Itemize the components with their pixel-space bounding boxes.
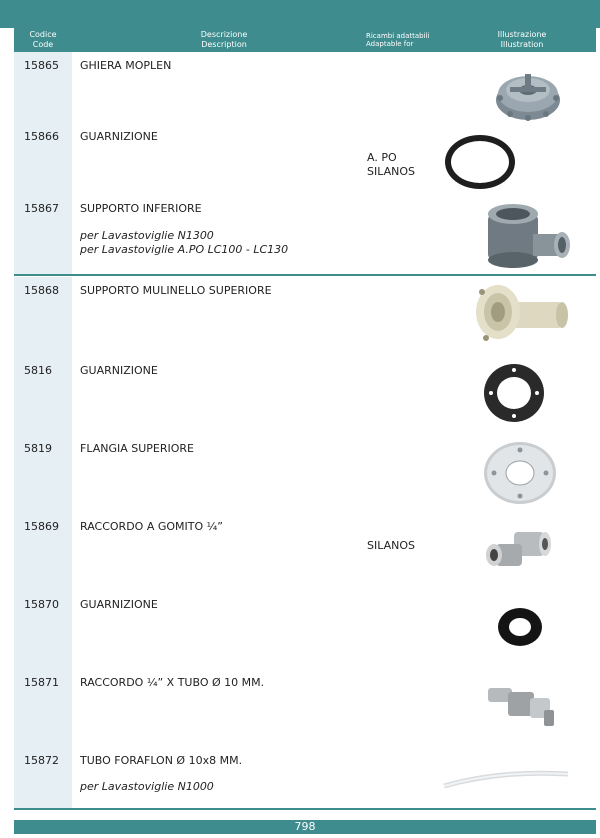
item-description: GHIERA MOPLEN bbox=[80, 59, 172, 72]
o-ring-icon bbox=[496, 606, 544, 648]
flange-icon bbox=[482, 440, 558, 506]
adaptable-for: SILANOS bbox=[367, 539, 416, 552]
page-number: 798 bbox=[294, 820, 316, 833]
upper-arm-support-icon bbox=[472, 282, 570, 350]
group-separator bbox=[14, 274, 596, 276]
item-code: 15870 bbox=[24, 598, 59, 611]
item-description: SUPPORTO INFERIORE bbox=[80, 202, 202, 215]
header-illustration: Illustrazione Illustration bbox=[497, 30, 547, 49]
code-column-bg-1 bbox=[14, 52, 72, 274]
gasket-icon bbox=[442, 132, 518, 192]
header-adaptable: Ricambi adattabili Adaptable for bbox=[366, 32, 430, 48]
header-code: Codice Code bbox=[29, 30, 57, 49]
item-description: SUPPORTO MULINELLO SUPERIORE bbox=[80, 284, 272, 297]
item-code: 5819 bbox=[24, 442, 52, 455]
top-bar bbox=[0, 0, 600, 28]
item-description: GUARNIZIONE bbox=[80, 364, 158, 377]
item-note: per Lavastoviglie N1000 bbox=[80, 780, 214, 793]
elbow-fitting-icon bbox=[482, 522, 554, 578]
ring-nut-icon bbox=[492, 60, 564, 126]
hose-fitting-icon bbox=[484, 680, 558, 730]
table-header bbox=[14, 28, 596, 52]
item-description: TUBO FORAFLON Ø 10x8 MM. bbox=[80, 754, 243, 767]
item-description: GUARNIZIONE bbox=[80, 598, 158, 611]
adaptable-for: A. PO SILANOS bbox=[367, 151, 416, 178]
lower-support-icon bbox=[478, 192, 576, 272]
item-description: RACCORDO A GOMITO ¼” bbox=[80, 520, 223, 533]
item-code: 15872 bbox=[24, 754, 59, 767]
group-separator-bottom bbox=[14, 808, 596, 810]
header-description: Descrizione Description bbox=[200, 30, 248, 49]
tube-icon bbox=[440, 764, 572, 792]
item-code: 15867 bbox=[24, 202, 59, 215]
item-code: 15868 bbox=[24, 284, 59, 297]
item-code: 15869 bbox=[24, 520, 59, 533]
code-column-bg-2 bbox=[14, 277, 72, 808]
item-description: RACCORDO ¼” X TUBO Ø 10 MM. bbox=[80, 676, 265, 689]
item-code: 15865 bbox=[24, 59, 59, 72]
item-code: 5816 bbox=[24, 364, 52, 377]
item-code: 15866 bbox=[24, 130, 59, 143]
footer-bar bbox=[14, 820, 596, 834]
flat-gasket-icon bbox=[482, 362, 546, 424]
item-code: 15871 bbox=[24, 676, 59, 689]
item-description: GUARNIZIONE bbox=[80, 130, 158, 143]
item-note: per Lavastoviglie N1300 per Lavastoviglie A.PO LC100 - LC130 bbox=[80, 229, 289, 256]
item-description: FLANGIA SUPERIORE bbox=[80, 442, 195, 455]
